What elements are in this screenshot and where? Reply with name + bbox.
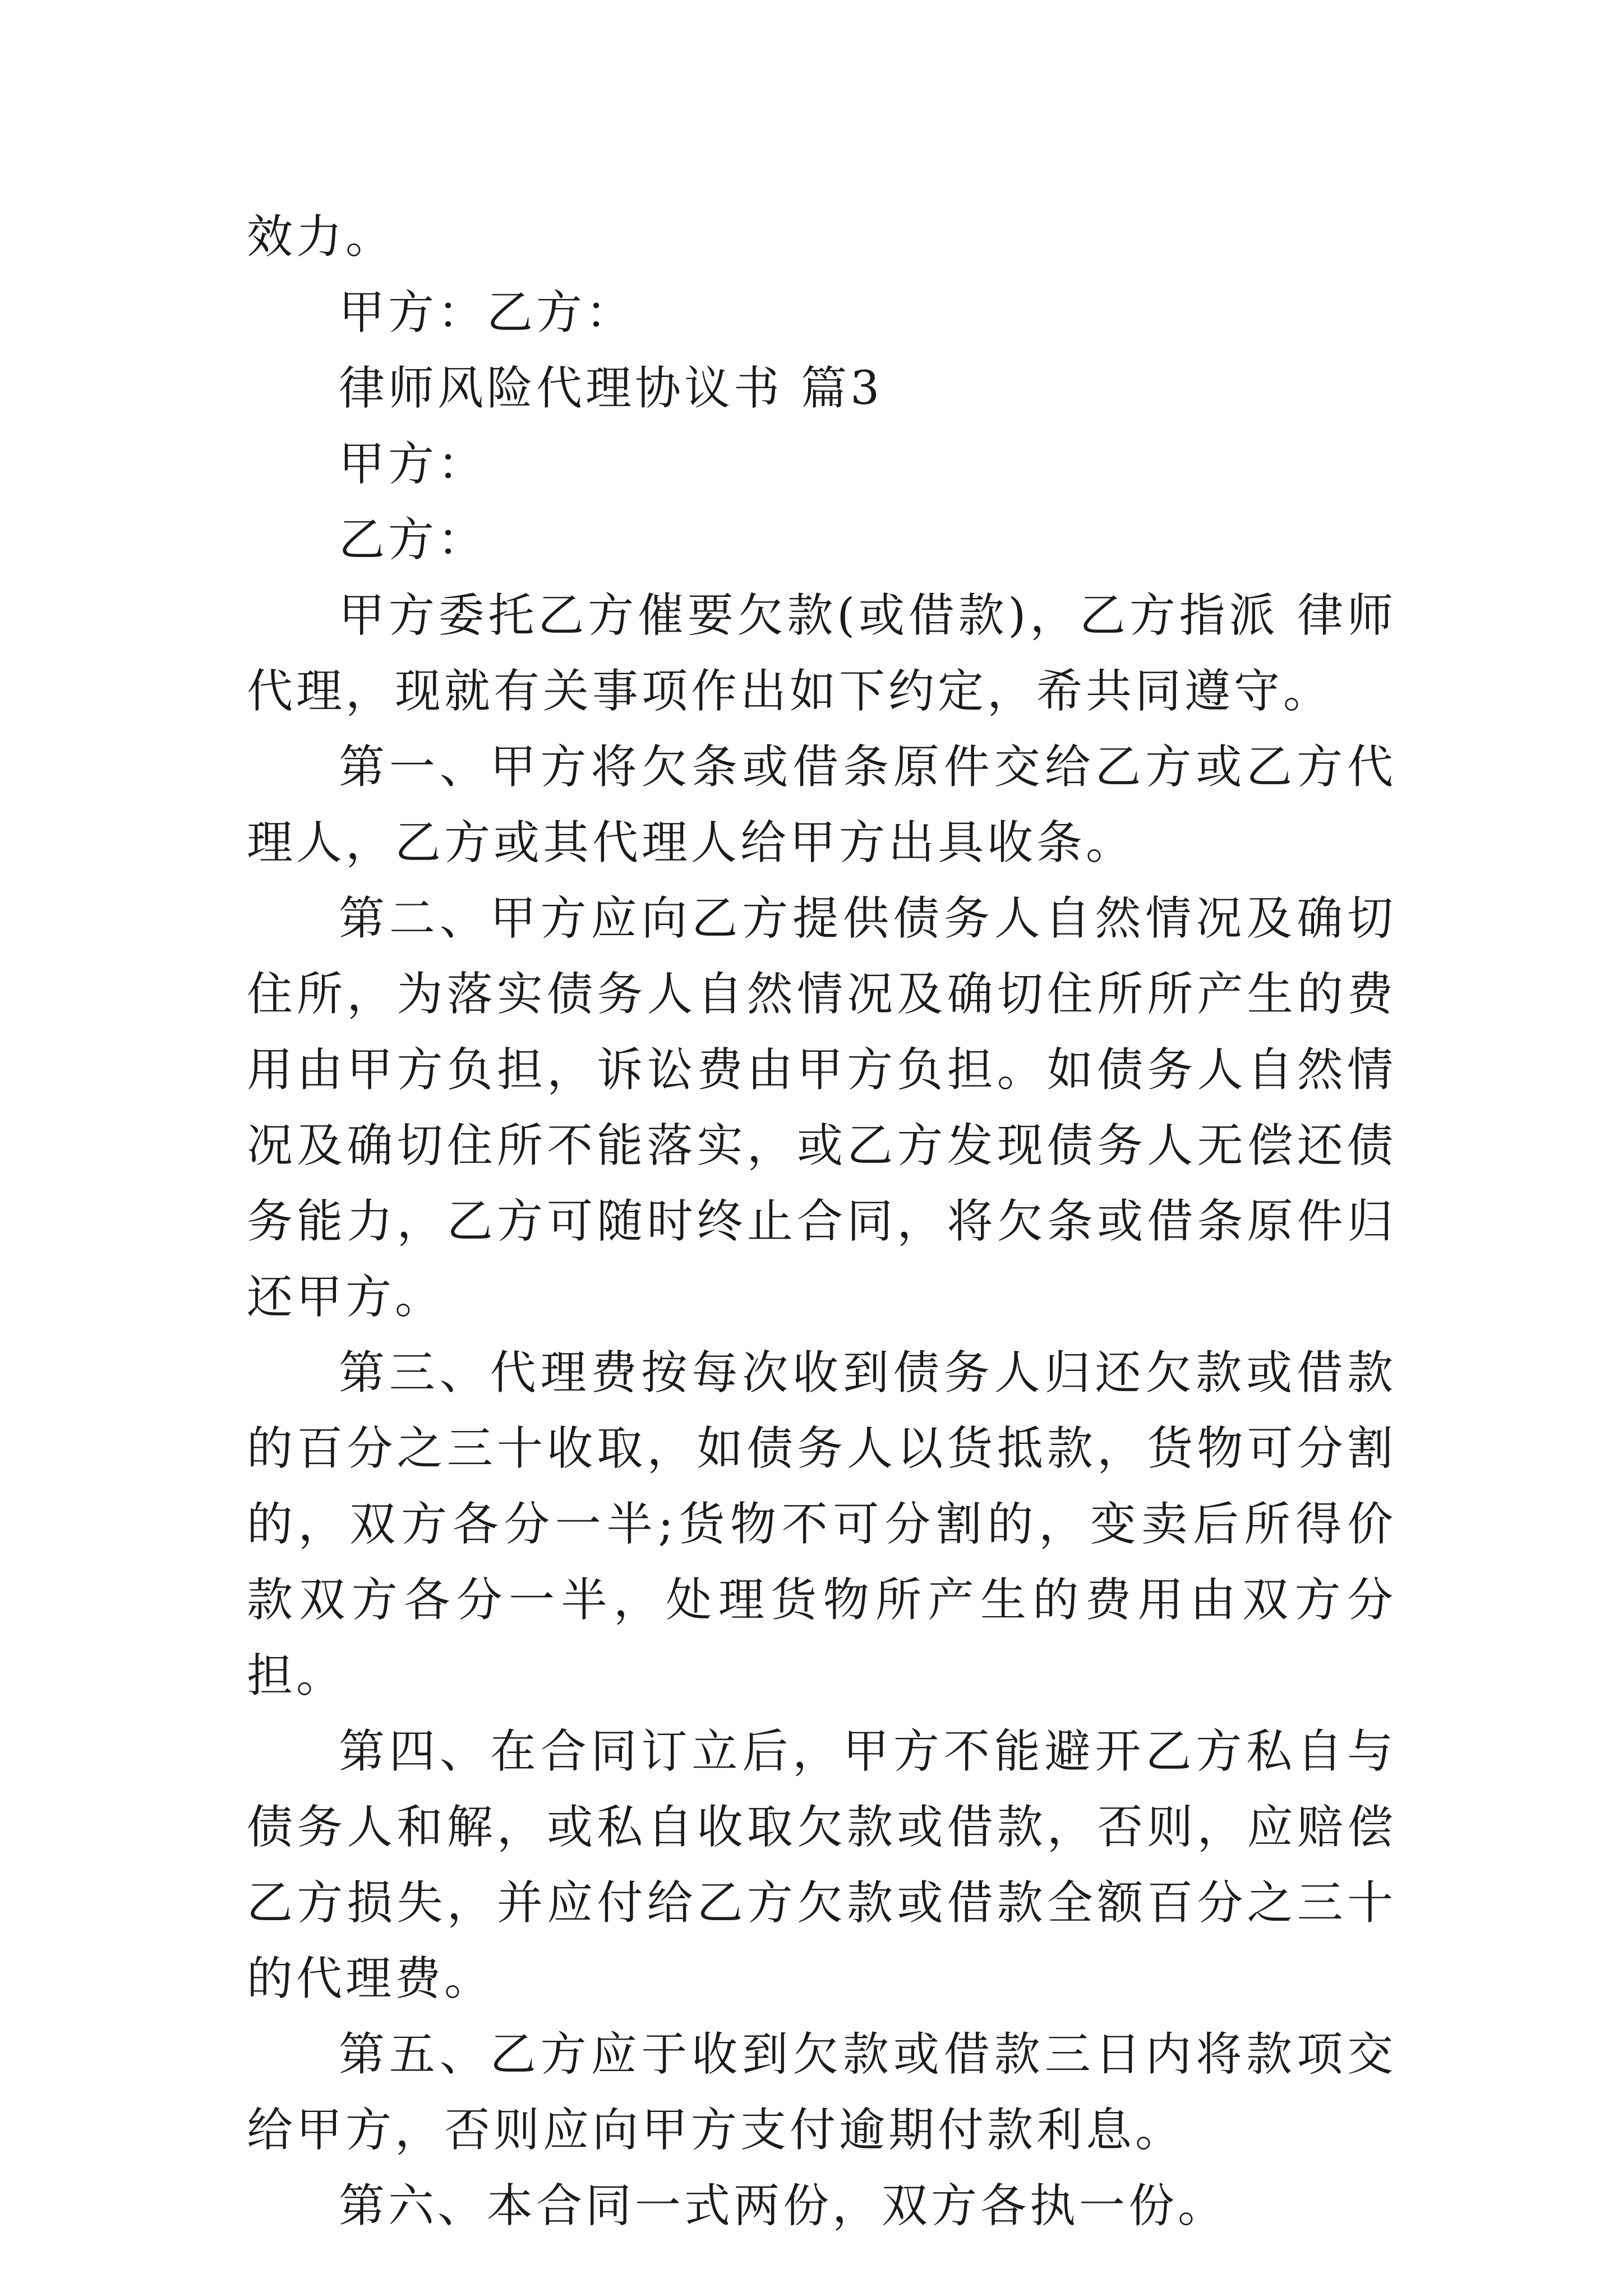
clause-2: 第二、甲方应向乙方提供债务人自然情况及确切住所，为落实债务人自然情况及确切住所所产生的费用由甲方负担，诉讼费由甲方负担。如债务人自然情况及确切住所不能落实，或乙方发现债务人无偿还债务能力，乙方可随时终止合同，将欠条或借条原件归还甲方。 [247, 892, 1396, 1324]
party-b-label: 乙方： [339, 513, 487, 567]
clause-6: 第六、本合同一式两份，双方各执一份。 [339, 2179, 1228, 2233]
clause-5: 第五、乙方应于收到欠款或借款三日内将款项交给甲方，否则应向甲方支付逾期付款利息。 [247, 2028, 1396, 2157]
clause-1: 第一、甲方将欠条或借条原件交给乙方或乙方代理人，乙方或其代理人给甲方出具收条。 [247, 740, 1396, 869]
paragraph-continuation: 效力。 [247, 210, 395, 264]
clause-4: 第四、在合同订立后，甲方不能避开乙方私自与债务人和解，或私自收取欠款或借款，否则，应赔偿乙方损失，并应付给乙方欠款或借款全额百分之三十的代理费。 [247, 1725, 1396, 2005]
paragraph-signature-parties: 甲方：乙方： [339, 286, 635, 339]
party-a-label: 甲方： [339, 438, 487, 491]
clause-3: 第三、代理费按每次收到债务人归还欠款或借款的百分之三十收取，如债务人以货抵款，货物可分割的，双方各分一半;货物不可分割的，变卖后所得价款双方各分一半，处理货物所产生的费用由双方分担。 [247, 1346, 1396, 1703]
document-body [247, 199, 1396, 2244]
paragraph-intro: 甲方委托乙方催要欠款(或借款)，乙方指派 律师代理，现就有关事项作出如下约定，希共同遵守。 [247, 589, 1396, 718]
section-heading: 律师风险代理协议书 篇3 [339, 362, 883, 415]
